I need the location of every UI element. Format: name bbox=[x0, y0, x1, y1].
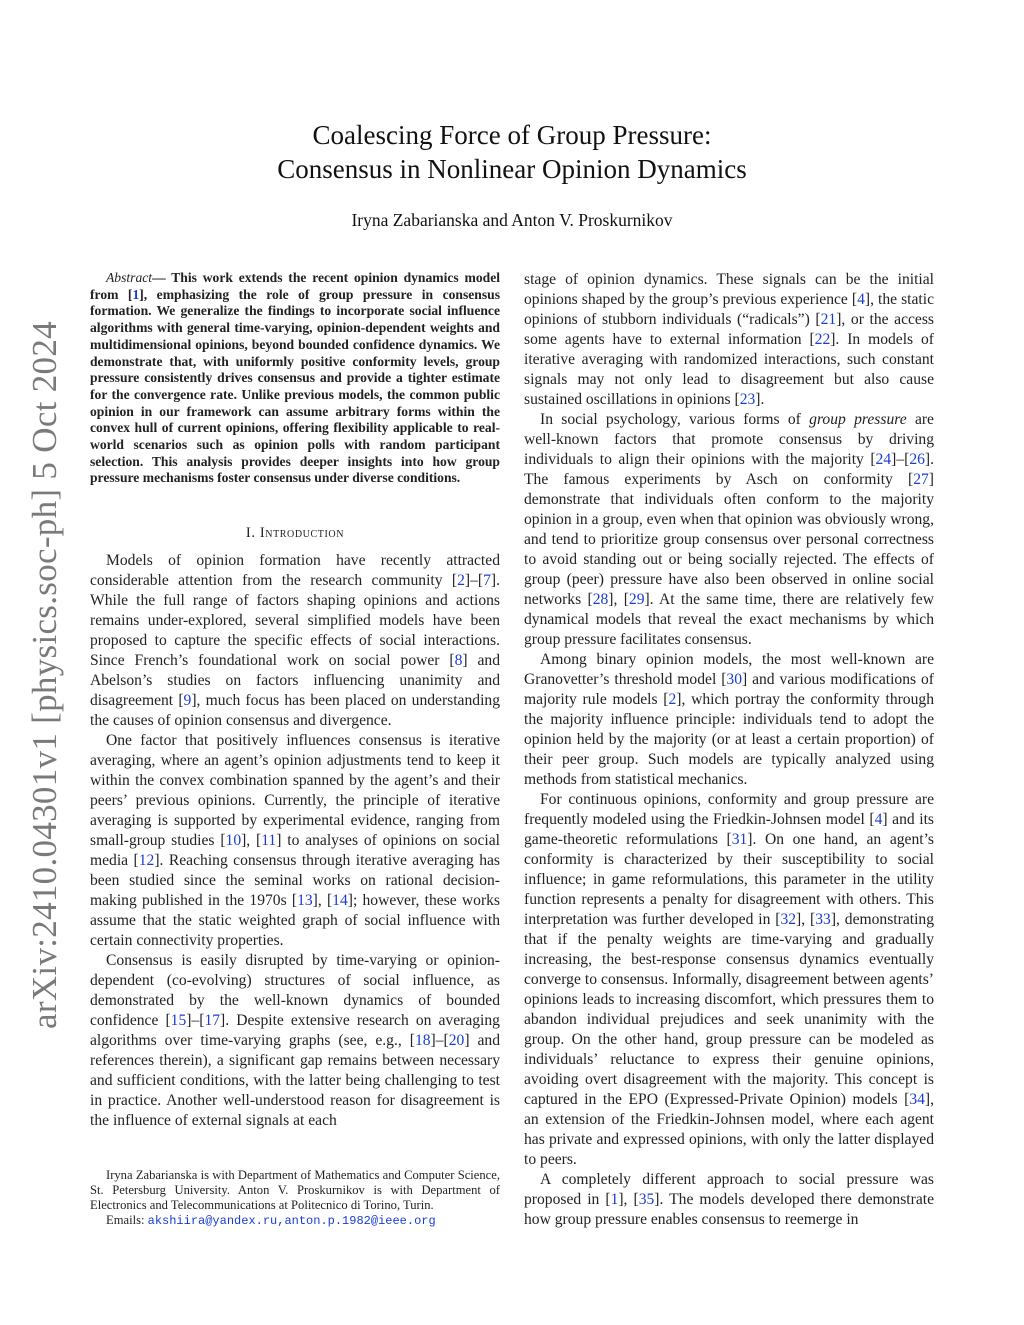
intro-paragraph-3: Consensus is easily disrupted by time-varying or opinion-dependent (co-evolving) structures of social influence, as demonstrated by the well-known dynamics of bounded confidence [15]–[17]. Despite extensive research on averaging algorithms over time-varying graphs (see, e.g., [18]–[20] and references therein), a significant gap remains between necessary and sufficient conditions, with the latter being challenging to test in practice. Another well-understood reason for disagreement is the influence of external signals at each bbox=[90, 952, 500, 1130]
arxiv-sidebar bbox=[25, 321, 65, 1029]
footnote-emails: Emails: akshiira@yandex.ru,anton.p.1982@ieee.org bbox=[106, 1213, 436, 1228]
citation-link[interactable]: 33 bbox=[815, 911, 831, 928]
citation-link[interactable]: 12 bbox=[138, 852, 155, 870]
footnote-affiliation: Iryna Zabarianska is with Department of Mathematics and Computer Science, St. Petersburg University. Anton V. Proskurnikov is with Department of Electronics and Telecommunications at Politecnico di Torino, Turin. bbox=[90, 1168, 500, 1212]
abstract: Abstract— This work extends the recent opinion dynamics model from [1], emphasizing the role of group pressure in consensus formation. We generalize the findings to incorporate social influence algorithms with general time-varying, opinion-dependent weights and multidimensional opinions, beyond bounded confidence dynamics. We demonstrate that, with uniformly positive conformity levels, group pressure consistently drives consensus and provide a tighter estimate for the convergence rate. Unlike previous models, the common public opinion in our framework can assume arbitrary forms within the convex hull of current opinions, offering flexibility applicable to real-world scenarios such as opinion polls with random participant selection. This analysis provides deeper insights into how group pressure mechanisms foster consensus under diverse conditions. bbox=[90, 270, 500, 486]
citation-link[interactable]: 11 bbox=[261, 832, 277, 850]
title-line-2: Consensus in Nonlinear Opinion Dynamics bbox=[277, 154, 747, 184]
right-paragraph-4: A completely different approach to social pressure was proposed in [1], [35]. The models developed there demonstrate how group pressure enables consensus to reemerge in bbox=[524, 1171, 935, 1228]
title-line-1: Coalescing Force of Group Pressure: bbox=[312, 120, 712, 150]
intro-paragraph-2: One factor that positively influences consensus is iterative averaging, where an agent’s opinion adjustments tend to keep it within the convex combination spanned by the agent’s and their peers’ previous opinions. Currently, the principle of iterative averaging is supported by experimental evidence, ranging from small-group studies [10], [11] to analyses of opinions on social media [12]. Reaching consensus through iterative averaging has been studied since the seminal works on rational decision-making published in the 1970s [13], [14]; however, these works assume that the static weighted graph of social influence with certain connectivity properties. bbox=[90, 732, 500, 950]
citation-link[interactable]: 9 bbox=[183, 692, 192, 710]
citation-link[interactable]: 22 bbox=[814, 331, 831, 348]
citation-link[interactable]: 4 bbox=[857, 291, 865, 308]
citation-link[interactable]: 32 bbox=[780, 911, 797, 928]
right-paragraph-2: Among binary opinion models, the most well-known are Granovetter’s threshold model [30] and various modifications of majority rule models [2], which portray the conformity through the majority influence principle: individuals tend to adopt the opinion held by the majority (or at least a certain proportion) of their peer group. Such models are typically analyzed using methods from statistical mechanics. bbox=[524, 651, 934, 788]
citation-link[interactable]: 31 bbox=[731, 831, 748, 848]
footnote bbox=[90, 1168, 500, 1229]
citation-link[interactable]: 20 bbox=[448, 1032, 465, 1050]
citation-link[interactable]: 13 bbox=[297, 892, 313, 910]
citation-link[interactable]: 27 bbox=[913, 471, 929, 488]
citation-link[interactable]: 26 bbox=[909, 451, 925, 468]
citation-link[interactable]: 14 bbox=[332, 892, 348, 910]
citation-link[interactable]: 28 bbox=[592, 591, 609, 608]
emphasis-group-pressure: group pressure bbox=[809, 411, 907, 428]
right-paragraph-0: stage of opinion dynamics. These signals can be the initial opinions shaped by the group’s previous experience [4], the static opinions of stubborn individuals (“radicals”) [21], or the access some agents have to external information [22]. In models of iterative averaging with randomized interactions, such constant signals may not only lead to disagreement but also cause sustained oscillations in opinions [23]. bbox=[524, 271, 934, 408]
email-link[interactable]: akshiira@yandex.ru,anton.p.1982@ieee.org bbox=[147, 1214, 436, 1228]
citation-link[interactable]: 35 bbox=[638, 1191, 655, 1208]
citation-link[interactable]: 8 bbox=[454, 652, 463, 670]
citation-link[interactable]: 10 bbox=[225, 832, 242, 850]
right-paragraph-1: In social psychology, various forms of group pressure are well-known factors that promote consensus by driving individuals to align their opinions with the majority [24]–[26]. The famous experiments by Asch on conformity [27] demonstrate that individuals often conform to the majority opinion in a group, even when that opinion was obviously wrong, and tend to prioritize group consensus over personal correctness to avoid standing out or being socially rejected. The effects of group (peer) pressure have also been observed in online social networks [28], [29]. At the same time, there are relatively few dynamical models that reveal the exact mechanisms by which group pressure facilitates consensus. bbox=[524, 411, 934, 648]
citation-link[interactable]: 2 bbox=[457, 572, 465, 590]
paper-title bbox=[0, 118, 1024, 186]
citation-link[interactable]: 7 bbox=[483, 572, 491, 590]
citation-link[interactable]: 18 bbox=[414, 1032, 431, 1050]
citation-link[interactable]: 1 bbox=[132, 286, 140, 302]
paper-authors: Iryna Zabarianska and Anton V. Proskurnikov bbox=[351, 210, 673, 230]
citation-link[interactable]: 30 bbox=[726, 671, 742, 688]
citation-link[interactable]: 21 bbox=[820, 311, 837, 328]
citation-link[interactable]: 2 bbox=[668, 691, 677, 708]
citation-link[interactable]: 23 bbox=[739, 391, 756, 408]
citation-link[interactable]: 29 bbox=[628, 591, 645, 608]
citation-link[interactable]: 17 bbox=[204, 1012, 221, 1030]
citation-link[interactable]: 4 bbox=[874, 811, 883, 828]
citation-link[interactable]: 24 bbox=[875, 451, 892, 468]
section-heading-introduction: I. Introduction bbox=[245, 525, 345, 542]
citation-link[interactable]: 1 bbox=[610, 1191, 619, 1208]
intro-paragraph-1: Models of opinion formation have recently attracted considerable attention from the research community [2]–[7]. While the full range of factors shaping opinions and actions remains under-explored, several simplified models have been proposed to capture the specific effects of social interactions. Since French’s foundational work on social power [8] and Abelson’s studies on factors influencing unanimity and disagreement [9], much focus has been placed on understanding the causes of opinion consensus and divergence. bbox=[90, 552, 500, 730]
citation-link[interactable]: 15 bbox=[170, 1012, 187, 1030]
left-column bbox=[90, 270, 500, 1131]
abstract-label: Abstract bbox=[106, 270, 153, 285]
right-paragraph-3: For continuous opinions, conformity and group pressure are frequently modeled using the Friedkin-Johnsen model [4] and its game-theoretic reformulations [31]. On one hand, an agent’s conformity is characterized by their susceptibility to social influence; in game reformulations, this parameter in the utility function represents a penalty for disagreement with others. This interpretation was further developed in [32], [33], demonstrating that if the penalty weights are time-varying and gradually increasing, the best-response consensus dynamics eventually converge to consensus. Informally, disagreement between agents’ opinions leads to increasing discomfort, which pressures them to abandon individual prejudices and seek unanimity with the group. On the other hand, group pressure can be modeled as individuals’ reluctance to express their genuine opinions, avoiding overt disagreement with the majority. This concept is captured in the EPO (Expressed-Private Opinion) models [34], an extension of the Friedkin-Johnsen model, where each agent has private and expressed opinions, with only the latter displayed to peers. bbox=[524, 791, 934, 1168]
right-column bbox=[524, 270, 934, 1230]
citation-link[interactable]: 34 bbox=[909, 1091, 925, 1108]
arxiv-identifier: arXiv:2410.04301v1 [physics.soc-ph] 5 Oct 2024 bbox=[25, 321, 64, 1029]
